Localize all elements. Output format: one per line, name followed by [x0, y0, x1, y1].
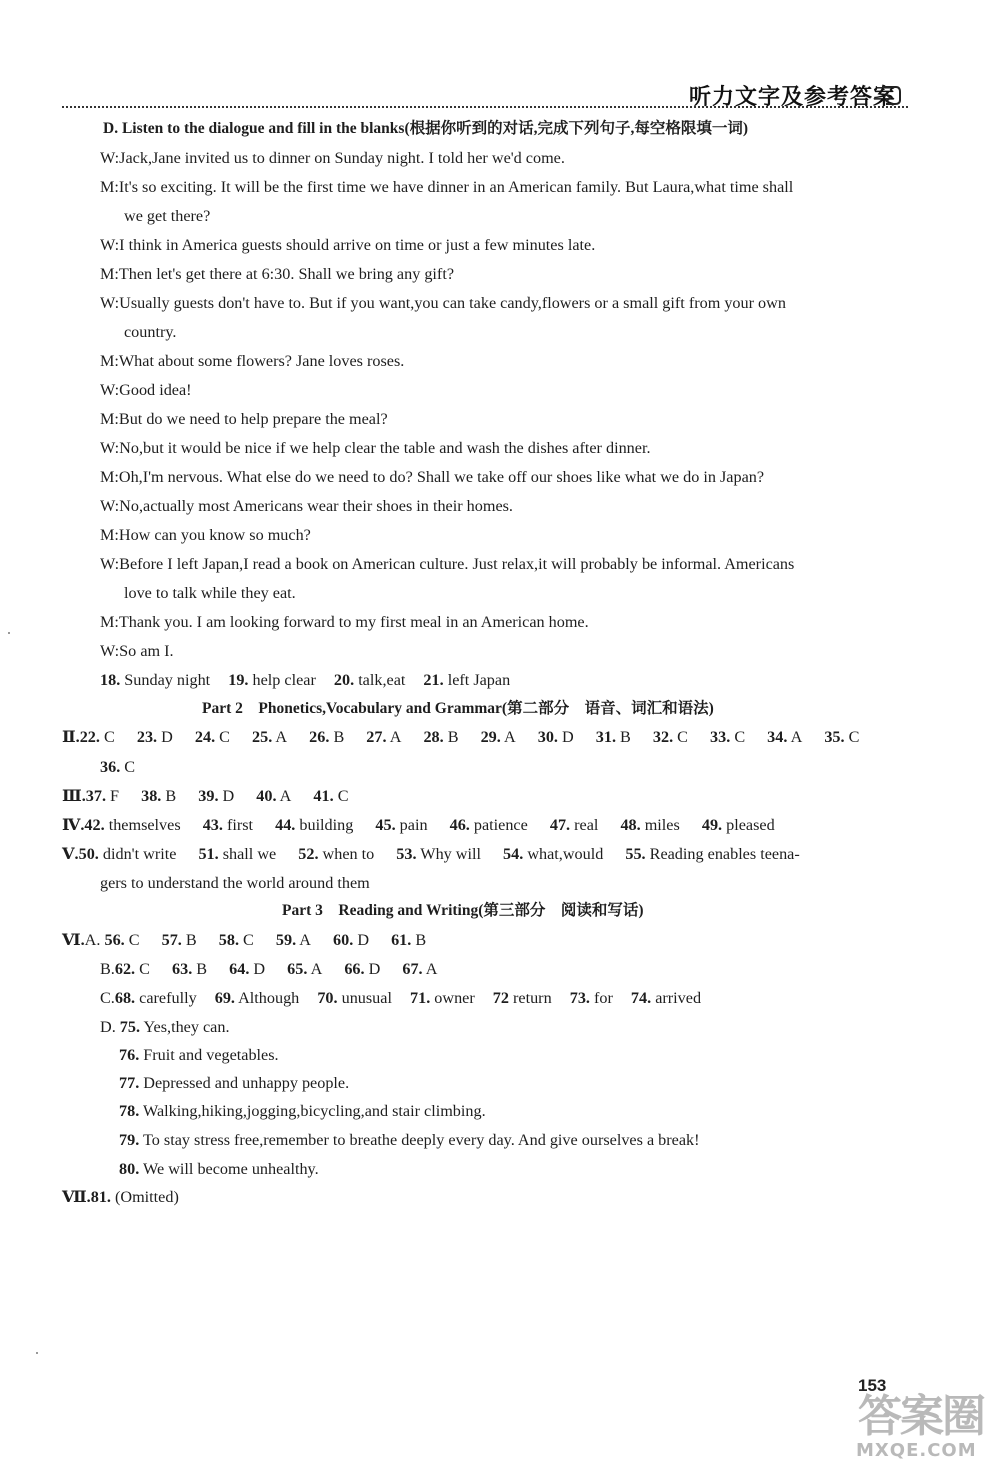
page-curl-icon [878, 82, 904, 108]
answer-number: 67. [402, 960, 423, 978]
dialogue-line: M:But do we need to help prepare the meal? [100, 410, 388, 428]
answer-number: 34. [767, 728, 788, 746]
answer-number: 75. [119, 1018, 141, 1036]
part2-section-5-cont: gers to understand the world around them [100, 874, 370, 892]
answer-text: C [848, 728, 860, 746]
answer-text: C [103, 728, 115, 746]
answer-text: building [299, 816, 354, 834]
dialogue-line: W:Jack,Jane invited us to dinner on Sunday night. I told her we'd come. [100, 149, 565, 167]
answer-text: arrived [655, 989, 702, 1007]
answer-text: left Japan [447, 671, 511, 689]
part2-section-4-row [62, 815, 775, 835]
answer-text: Reading enables teena- [649, 845, 800, 863]
answer-text: help clear [252, 671, 316, 689]
answer-number: 43. [202, 816, 223, 834]
answer-text: carefully [139, 989, 197, 1007]
roman-numeral: Ⅲ. [62, 787, 86, 805]
answer-number: 33. [710, 728, 731, 746]
answer-text: A [299, 931, 311, 949]
answer-number: 69. [214, 989, 235, 1007]
answer-number: 78. [119, 1102, 140, 1120]
answer-text: A [503, 728, 516, 746]
answer-text: first [226, 816, 254, 834]
answer-number: 58. [218, 931, 239, 949]
watermark-url: MXQE.COM [856, 1440, 977, 1461]
answer-number: 50. [78, 845, 99, 863]
answer-number: 60. [333, 931, 354, 949]
answer-text: D [357, 931, 370, 949]
roman-numeral: Ⅴ. [62, 845, 79, 863]
answer-text: C [243, 931, 254, 949]
answer-text: D [562, 728, 574, 746]
answer-text: A [279, 787, 292, 805]
part2-section-3-row [62, 786, 349, 806]
part3-row-c [100, 988, 701, 1008]
answer-text: real [574, 816, 599, 834]
answer-number: 81. [90, 1188, 111, 1206]
answer-number: 31. [595, 728, 616, 746]
answer-number: 48. [620, 816, 641, 834]
answer-number: 19. [228, 671, 249, 689]
answer-text: D [368, 960, 381, 978]
answer-text: Walking,hiking,jogging,bicycling,and stair climbing. [143, 1102, 486, 1120]
dialogue-line: W:Before I left Japan,I read a book on American culture. Just relax,it will probably be informal. Americans [100, 555, 795, 573]
roman-numeral: Ⅱ. [62, 728, 80, 746]
answer-number: 56. [104, 931, 125, 949]
part3-row-b [100, 959, 437, 979]
answer-text: C [677, 728, 688, 746]
answer-number: 38. [141, 787, 162, 805]
answer-text: miles [644, 816, 680, 834]
answer-number: 72 [492, 989, 509, 1007]
watermark-logo: 答案圈 [858, 1391, 984, 1442]
answer-text: A [389, 728, 402, 746]
dialogue-line: country. [124, 323, 177, 341]
part2-heading: Part 2 Phonetics,Vocabulary and Grammar(第二部分 语音、词汇和语法) [202, 700, 714, 717]
answer-number: 52. [298, 845, 319, 863]
answer-number: 54. [503, 845, 524, 863]
answer-text: owner [434, 989, 475, 1007]
answer-text: C [337, 787, 349, 805]
answer-number: 42. [84, 816, 105, 834]
subsection-label: A. [84, 931, 101, 949]
answer-number: 77. [119, 1074, 140, 1092]
answer-number: 47. [549, 816, 571, 834]
dialogue-line: W:No,actually most Americans wear their shoes in their homes. [100, 497, 513, 515]
part3-row-d [119, 1130, 700, 1150]
answer-number: 64. [229, 960, 250, 978]
answer-number: 65. [287, 960, 308, 978]
answer-number: 46. [449, 816, 470, 834]
answer-number: 80. [119, 1160, 140, 1178]
answer-text: D [222, 787, 235, 805]
dialogue-line: W:I think in America guests should arrive on time or just a few minutes late. [100, 236, 596, 254]
answer-number: 70. [317, 989, 338, 1007]
answer-text: when to [322, 845, 375, 863]
dialogue-line: love to talk while they eat. [124, 584, 296, 602]
answer-number: 21. [423, 671, 444, 689]
answer-text: D [161, 728, 173, 746]
dialogue-line: M:Oh,I'm nervous. What else do we need to do? Shall we take off our shoes like what we do in Japan? [100, 468, 765, 486]
answer-number: 27. [366, 728, 387, 746]
part2-section-2-row [62, 727, 859, 747]
answer-number: 22. [79, 728, 100, 746]
answer-text: Why will [420, 845, 481, 863]
dialogue-line: we get there? [124, 207, 211, 225]
answer-text: Yes,they can. [143, 1018, 230, 1036]
answer-number: 24. [194, 728, 216, 746]
answer-number: 44. [275, 816, 296, 834]
answer-number: 20. [333, 671, 355, 689]
page-number: 153 [858, 1376, 887, 1395]
answer-number: 23. [136, 728, 158, 746]
dialogue-line: M:It's so exciting. It will be the first time we have dinner in an American family. But Laura,what time shall [100, 178, 794, 196]
answer-number: 68. [114, 989, 136, 1007]
roman-numeral: Ⅶ. [62, 1188, 91, 1206]
answer-text: Depressed and unhappy people. [143, 1074, 350, 1092]
dialogue-line: M:What about some flowers? Jane loves roses. [100, 352, 405, 370]
scan-speck [8, 632, 10, 634]
answer-number: 35. [824, 728, 845, 746]
answer-text: themselves [108, 816, 181, 834]
answer-number: 36. [100, 758, 121, 776]
answer-text: talk,eat [358, 671, 406, 689]
answer-number: 18. [100, 671, 121, 689]
answer-number: 28. [423, 728, 444, 746]
answer-text: unusual [341, 989, 392, 1007]
answer-text: B [165, 787, 177, 805]
answer-number: 26. [309, 728, 330, 746]
dialogue-line: W:Usually guests don't have to. But if you want,you can take candy,flowers or a small gift from your own [100, 294, 786, 312]
dialogue-line: W:So am I. [100, 642, 174, 660]
answer-text: A [425, 960, 438, 978]
answer-text: F [110, 787, 120, 805]
answer-number: 51. [198, 845, 219, 863]
answer-number: 66. [344, 960, 365, 978]
answer-text: shall we [222, 845, 277, 863]
dialogue-line: M:Thank you. I am looking forward to my first meal in an American home. [100, 613, 589, 631]
dialogue-line: W:Good idea! [100, 381, 192, 399]
answer-text: Although [238, 989, 300, 1007]
answer-text: A [275, 728, 288, 746]
answer-number: 30. [537, 728, 558, 746]
dialogue-line: M:How can you know so much? [100, 526, 311, 544]
answer-text: A [790, 728, 803, 746]
subsection-label: B. [100, 960, 115, 978]
answer-text: C [124, 758, 136, 776]
part3-row-d [119, 1045, 279, 1065]
roman-numeral: Ⅵ. [62, 931, 85, 949]
answer-text: Sunday night [124, 671, 211, 689]
part2-section-5-row [62, 844, 800, 864]
answer-text: B [447, 728, 459, 746]
answer-text: We will become unhealthy. [143, 1160, 319, 1178]
answer-number: 32. [652, 728, 674, 746]
answer-number: 40. [256, 787, 277, 805]
roman-numeral: Ⅳ. [62, 816, 85, 834]
section-d-answers [100, 670, 510, 690]
scan-speck [36, 1352, 38, 1354]
answer-text: B [196, 960, 208, 978]
subsection-label: C. [100, 989, 115, 1007]
section-d-heading: D. Listen to the dialogue and fill in the blanks(根据你听到的对话,完成下列句子,每空格限填一词) [103, 120, 749, 137]
answer-number: 49. [701, 816, 723, 834]
answer-number: 63. [172, 960, 193, 978]
answer-number: 71. [410, 989, 431, 1007]
answer-text: pleased [726, 816, 775, 834]
part3-row-d-first [100, 1017, 230, 1037]
dialogue-line: M:Then let's get there at 6:30. Shall we bring any gift? [100, 265, 455, 283]
answer-number: 74. [630, 989, 652, 1007]
answer-text: didn't write [102, 845, 177, 863]
answer-text: C [734, 728, 746, 746]
answer-number: 41. [313, 787, 334, 805]
answer-number: 62. [114, 960, 136, 978]
answer-text: patience [473, 816, 528, 834]
dialogue-line: W:No,but it would be nice if we help clear the table and wash the dishes after dinner. [100, 439, 651, 457]
part3-row-d [119, 1073, 349, 1093]
answer-text: B [333, 728, 345, 746]
answer-text: To stay stress free,remember to breathe deeply every day. And give ourselves a break! [143, 1131, 700, 1149]
answer-number: 79. [119, 1131, 140, 1149]
part3-heading: Part 3 Reading and Writing(第三部分 阅读和写话) [282, 902, 644, 919]
header-divider [62, 106, 908, 108]
answer-number: 73. [569, 989, 590, 1007]
answer-number: 37. [85, 787, 106, 805]
answer-text: B [185, 931, 197, 949]
answer-number: 55. [625, 845, 646, 863]
part3-row-d [119, 1159, 319, 1179]
answer-number: 29. [480, 728, 501, 746]
part3-row-a [62, 930, 426, 950]
answer-number: 61. [391, 931, 412, 949]
answer-text: what,would [527, 845, 604, 863]
answer-text: C [128, 931, 140, 949]
answer-number: 59. [275, 931, 297, 949]
answer-text: B [415, 931, 427, 949]
answer-text: for [594, 989, 613, 1007]
subsection-label: D. [100, 1018, 116, 1036]
answer-text: B [620, 728, 631, 746]
answer-number: 53. [396, 845, 417, 863]
header-title: 听力文字及参考答案 [688, 85, 896, 110]
part3-row-d [119, 1101, 486, 1121]
answer-text: pain [399, 816, 428, 834]
answer-text: (Omitted) [115, 1188, 179, 1206]
answer-text: C [219, 728, 230, 746]
answer-number: 57. [161, 931, 182, 949]
answer-text: D [253, 960, 266, 978]
answer-number: 76. [119, 1046, 140, 1064]
answer-number: 39. [198, 787, 219, 805]
answer-text: C [139, 960, 150, 978]
part2-section-2-row-cont [100, 757, 135, 777]
part3-section-7-row [62, 1187, 179, 1207]
answer-text: A [310, 960, 323, 978]
answer-number: 45. [375, 816, 396, 834]
answer-text: return [513, 989, 552, 1007]
answer-number: 25. [252, 728, 273, 746]
answer-text: Fruit and vegetables. [143, 1046, 279, 1064]
